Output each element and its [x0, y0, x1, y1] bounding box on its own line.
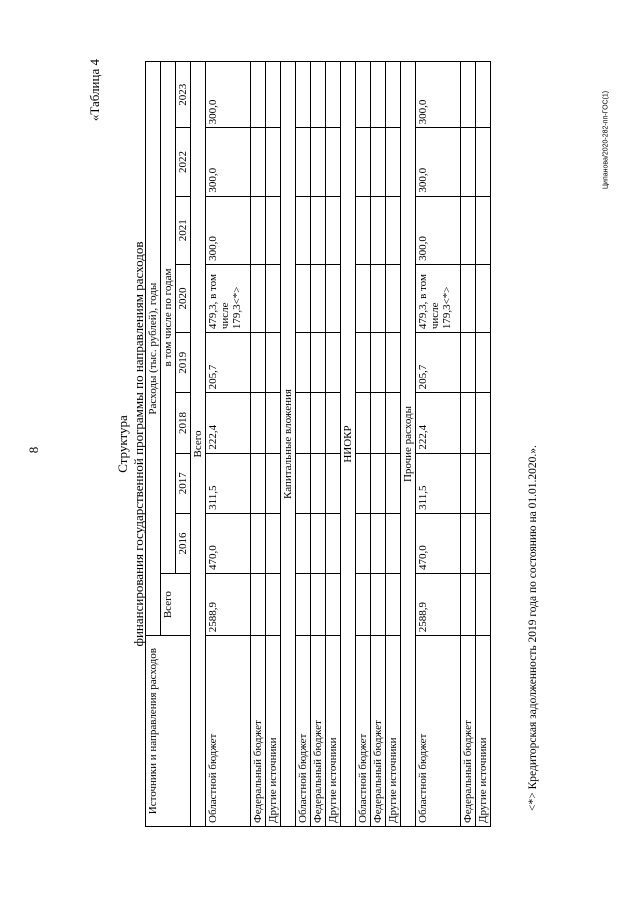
- table-cell: [356, 453, 371, 513]
- table-cell: [296, 453, 311, 513]
- table-cell: 205,7: [206, 333, 251, 393]
- title-line-1: Структура: [115, 415, 130, 473]
- table-cell: [356, 393, 371, 453]
- table-cell: [476, 333, 491, 393]
- table-cell: [386, 196, 401, 264]
- table-cell: [386, 513, 401, 573]
- table-cell: [476, 264, 491, 332]
- table-cell: [386, 264, 401, 332]
- table-cell: [476, 128, 491, 196]
- header-year: 2021: [176, 196, 191, 264]
- table-cell: [371, 128, 386, 196]
- table-cell: [266, 574, 281, 636]
- table-cell: [461, 333, 476, 393]
- table-cell: [296, 393, 311, 453]
- table-cell: [311, 513, 326, 573]
- table-cell: [251, 513, 266, 573]
- table-cell: [386, 574, 401, 636]
- table-cell: [266, 62, 281, 128]
- table-cell: 311,5: [416, 453, 461, 513]
- table-cell: [356, 574, 371, 636]
- table-row: [371, 62, 386, 827]
- header-year: 2016: [176, 513, 191, 573]
- title-line-2: финансирования государственной программы по направлениям расходов: [131, 241, 146, 647]
- table-cell: 300,0: [206, 128, 251, 196]
- table-row: [461, 62, 476, 827]
- table-cell: 300,0: [416, 128, 461, 196]
- table-cell: [356, 264, 371, 332]
- table-cell: 470,0: [416, 513, 461, 573]
- row-label: Областной бюджет: [416, 636, 461, 827]
- row-label: Областной бюджет: [296, 636, 311, 827]
- table-cell: [386, 62, 401, 128]
- table-cell: [476, 453, 491, 513]
- table-cell: 222,4: [206, 393, 251, 453]
- table-cell: [296, 196, 311, 264]
- table-row: [386, 62, 401, 827]
- header-year: 2017: [176, 453, 191, 513]
- table-row: [416, 62, 461, 827]
- table-row: [206, 62, 251, 827]
- table-cell: [371, 264, 386, 332]
- table-cell: [356, 333, 371, 393]
- table-body: [191, 62, 491, 827]
- table-cell: [461, 574, 476, 636]
- table-cell: [251, 264, 266, 332]
- header-year: 2019: [176, 333, 191, 393]
- table-cell: [326, 574, 341, 636]
- table-cell: [326, 453, 341, 513]
- table-cell: [296, 333, 311, 393]
- header-sources: Источники и направления расходов: [146, 636, 191, 827]
- header-year: 2020: [176, 264, 191, 332]
- row-label: Другие источники: [266, 636, 281, 827]
- table-cell: [311, 574, 326, 636]
- table-cell: [386, 453, 401, 513]
- table-cell: [371, 333, 386, 393]
- table-row: [251, 62, 266, 827]
- table-cell: [266, 393, 281, 453]
- rotated-page-content: [85, 49, 555, 839]
- table-cell: [356, 196, 371, 264]
- row-label: Областной бюджет: [356, 636, 371, 827]
- section-row: [401, 62, 416, 827]
- header-by-years: в том числе по годам: [161, 62, 176, 574]
- table-cell: [461, 128, 476, 196]
- table-cell: [476, 393, 491, 453]
- row-label: Областной бюджет: [206, 636, 251, 827]
- table-cell: [266, 513, 281, 573]
- table-number: «Таблица 4: [87, 59, 102, 122]
- table-cell: [461, 393, 476, 453]
- table-cell: [461, 513, 476, 573]
- section-title: НИОКР: [341, 62, 356, 827]
- table-cell: [311, 393, 326, 453]
- table-cell: [251, 393, 266, 453]
- table-cell: 300,0: [416, 62, 461, 128]
- table-cell: 2588,9: [206, 574, 251, 636]
- footnote: <*> Кредиторская задолженность 2019 года по состоянию на 01.01.2020.».: [527, 445, 539, 811]
- table-cell: [296, 513, 311, 573]
- section-title: Капитальные вложения: [281, 62, 296, 827]
- section-row: [341, 62, 356, 827]
- table-cell: [386, 333, 401, 393]
- table-cell: [356, 62, 371, 128]
- table-cell: [251, 333, 266, 393]
- table-cell: 2588,9: [416, 574, 461, 636]
- table-cell: [326, 196, 341, 264]
- table-cell: [326, 513, 341, 573]
- table-row: [326, 62, 341, 827]
- header-total: Всего: [161, 574, 191, 636]
- row-label: Другие источники: [476, 636, 491, 827]
- table-title: [115, 49, 147, 839]
- table-cell: 300,0: [206, 62, 251, 128]
- table-cell: [326, 264, 341, 332]
- table-cell: [356, 128, 371, 196]
- table-row: [356, 62, 371, 827]
- table-row: [311, 62, 326, 827]
- table-cell: [311, 128, 326, 196]
- section-title: Прочие расходы: [401, 62, 416, 827]
- table-cell: [266, 128, 281, 196]
- row-label: Федеральный бюджет: [461, 636, 476, 827]
- table-cell: [386, 128, 401, 196]
- table-cell: [251, 128, 266, 196]
- table-cell: [371, 453, 386, 513]
- table-cell: [251, 62, 266, 128]
- table-cell: [311, 62, 326, 128]
- row-label: Федеральный бюджет: [311, 636, 326, 827]
- header-year: 2022: [176, 128, 191, 196]
- table-cell: [371, 513, 386, 573]
- table-cell: [266, 264, 281, 332]
- row-label: Другие источники: [386, 636, 401, 827]
- table-cell: [311, 264, 326, 332]
- funding-table: [145, 61, 491, 827]
- row-label: Федеральный бюджет: [251, 636, 266, 827]
- table-cell: [461, 264, 476, 332]
- section-title: Всего: [191, 62, 206, 827]
- table-cell: [371, 574, 386, 636]
- row-label: Федеральный бюджет: [371, 636, 386, 827]
- table-cell: [356, 513, 371, 573]
- table-cell: [461, 62, 476, 128]
- row-label: Другие источники: [326, 636, 341, 827]
- table-cell: [326, 128, 341, 196]
- table-cell: [251, 453, 266, 513]
- table-cell: [371, 62, 386, 128]
- table-cell: [476, 62, 491, 128]
- section-row: [281, 62, 296, 827]
- table-cell: [251, 574, 266, 636]
- table-cell: [311, 453, 326, 513]
- table-cell: [476, 196, 491, 264]
- header-year: 2023: [176, 62, 191, 128]
- table-cell: [461, 453, 476, 513]
- table-cell: [326, 393, 341, 453]
- table-cell: [476, 513, 491, 573]
- section-row: [191, 62, 206, 827]
- table-cell: [296, 128, 311, 196]
- table-cell: [266, 453, 281, 513]
- table-cell: [326, 333, 341, 393]
- table-cell: [386, 393, 401, 453]
- table-row: [296, 62, 311, 827]
- document-code: Ципанова/2020-282-пп-ГОС(1): [602, 90, 610, 190]
- header-year: 2018: [176, 393, 191, 453]
- table-cell: [296, 62, 311, 128]
- table-cell: [296, 264, 311, 332]
- table-cell: [266, 333, 281, 393]
- table-cell: [311, 196, 326, 264]
- table-cell: 300,0: [416, 196, 461, 264]
- table-cell: 470,0: [206, 513, 251, 573]
- table-row: [476, 62, 491, 827]
- table-cell: [326, 62, 341, 128]
- header-expenses: Расходы (тыс. рублей), годы: [146, 62, 161, 636]
- table-cell: [266, 196, 281, 264]
- table-cell: 479,3, в том числе 179,3<*>: [416, 264, 461, 332]
- table-row: [266, 62, 281, 827]
- table-cell: 479,3, в том числе 179,3<*>: [206, 264, 251, 332]
- table-cell: 300,0: [206, 196, 251, 264]
- table-cell: 205,7: [416, 333, 461, 393]
- table-cell: [371, 196, 386, 264]
- table-cell: [311, 333, 326, 393]
- table-cell: 222,4: [416, 393, 461, 453]
- table-cell: 311,5: [206, 453, 251, 513]
- table-cell: [296, 574, 311, 636]
- table-cell: [251, 196, 266, 264]
- table-cell: [476, 574, 491, 636]
- table-cell: [371, 393, 386, 453]
- table-cell: [461, 196, 476, 264]
- page-number: 8: [26, 446, 41, 454]
